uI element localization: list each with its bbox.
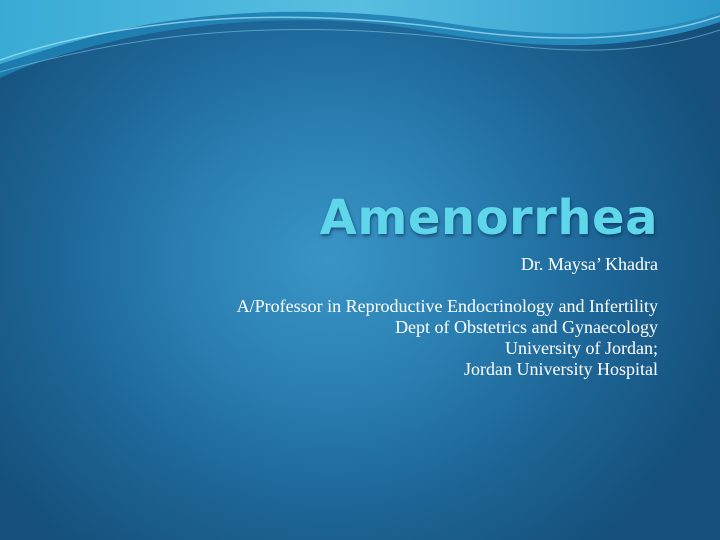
spacer (237, 275, 658, 296)
affiliation-line: University of Jordan; (505, 338, 658, 358)
author-name: Dr. Maysa’ Khadra (520, 254, 658, 274)
affiliation-line: Jordan University Hospital (464, 359, 658, 379)
slide-title: Amenorrhea (319, 190, 658, 246)
affiliation-line: A/Professor in Reproductive Endocrinology and Infertility (236, 296, 658, 316)
header-wave-decoration (0, 0, 720, 90)
slide-subtitle (237, 254, 658, 380)
affiliation-line: Dept of Obstetrics and Gynaecology (395, 317, 658, 337)
